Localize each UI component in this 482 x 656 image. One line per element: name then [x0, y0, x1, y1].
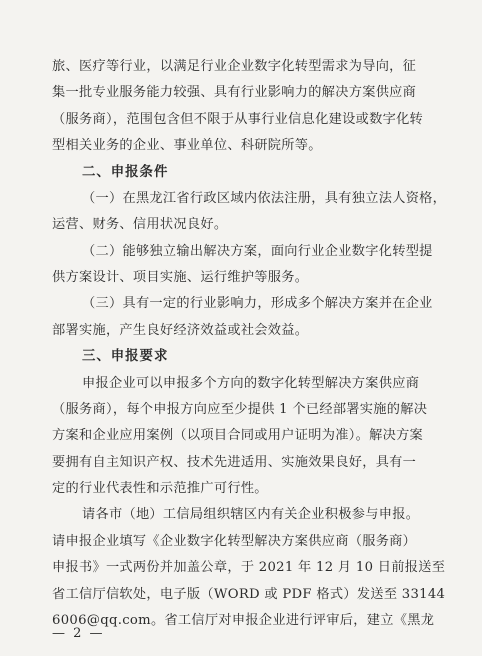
- text-line: （一）在黑龙江省行政区域内依法注册，具有独立法人资格，: [82, 191, 447, 206]
- text-line: 申报企业可以申报多个方向的数字化转型解决方案供应商: [82, 376, 420, 391]
- text-line: 省工信厅信软处，电子版（WORD 或 PDF 格式）发送至 33144: [52, 587, 446, 602]
- text-line: 供方案设计、项目实施、运行维护等服务。: [52, 270, 309, 285]
- text-line: 部署实施，产生良好经济效益或社会效益。: [52, 323, 309, 338]
- section-heading: 三、申报要求: [82, 349, 169, 364]
- text-line: （服务商），范围包含但不限于从事行业信息化建设或数字化转: [52, 112, 424, 127]
- text-line: 申报书》一式两份并加盖公章，于 2021 年 12 月 10 日前报送至: [52, 560, 446, 575]
- text-line: 定的行业代表性和示范推广可行性。: [52, 481, 268, 496]
- page-number: — 2 —: [52, 626, 105, 641]
- text-line: 运营、财务、信用状况良好。: [52, 217, 228, 232]
- text-line: （服务商），每个申报方向应至少提供 1 个已经部署实施的解决: [52, 402, 428, 417]
- text-line: 旅、医疗等行业，以满足行业企业数字化转型需求为导向，征: [52, 59, 417, 74]
- text-line: 方案和企业应用案例（以项目合同或用户证明为准）。解决方案: [52, 428, 424, 443]
- text-line: （二）能够独立输出解决方案，面向行业企业数字化转型提: [82, 244, 433, 259]
- text-line: （三）具有一定的行业影响力，形成多个解决方案并在企业: [82, 296, 433, 311]
- text-line: 要拥有自主知识产权、技术先进适用、实施效果良好，具有一: [52, 455, 417, 470]
- text-line: 集一批专业服务能力较强、具有行业影响力的解决方案供应商: [52, 85, 417, 100]
- section-heading: 二、申报条件: [82, 165, 169, 180]
- text-line: 型相关业务的企业、事业单位、科研院所等。: [52, 138, 322, 153]
- text-line: 请各市（地）工信局组织辖区内有关企业积极参与申报。: [82, 507, 420, 522]
- text-line: 请申报企业填写《企业数字化转型解决方案供应商（服务商）: [52, 534, 417, 549]
- text-line: 6006@qq.com。省工信厅对申报企业进行评审后，建立《黑龙: [52, 613, 435, 628]
